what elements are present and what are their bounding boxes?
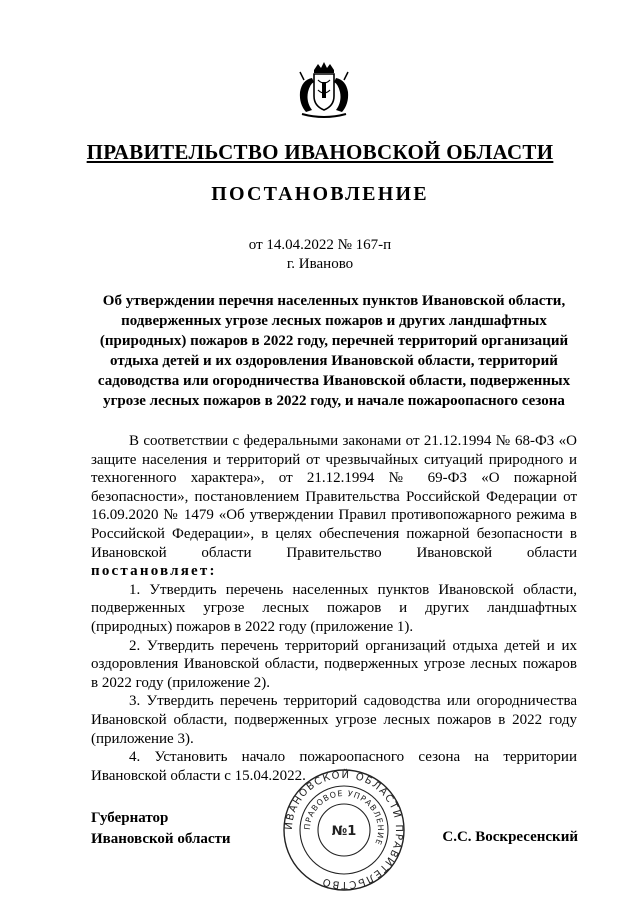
subject-line: садоводства или огородничества Ивановской области, подверженных <box>97 373 571 389</box>
subject-line: отдыха детей и их оздоровления Ивановской области, территорий <box>110 353 558 369</box>
document-subject <box>90 291 578 411</box>
decree-item: 1. Утвердить перечень населенных пунктов Ивановской области, подверженных угрозе лесных пожаров и других ландшафтных (природных) пожаров в 2022 году (приложение 1). <box>91 581 577 635</box>
stamp-ring-text: ИВАНОВСКОЙ ОБЛАСТИ ПРАВИТЕЛЬСТВО <box>283 769 405 891</box>
document-body <box>91 432 577 785</box>
signatory-title: Губернатор <box>91 810 169 826</box>
document-type: ПОСТАНОВЛЕНИЕ <box>211 183 429 205</box>
preamble-paragraph <box>91 432 577 581</box>
subject-line: угрозе лесных пожаров в 2022 году, и начале пожароопасного сезона <box>103 393 565 409</box>
city-line: г. Иваново <box>286 256 354 272</box>
government-name: ПРАВИТЕЛЬСТВО ИВАНОВСКОЙ ОБЛАСТИ <box>86 140 554 164</box>
date-number-line: от 14.04.2022 № 167-п <box>248 237 392 253</box>
signatory-role <box>91 808 231 850</box>
signatory-name: С.С. Воскресенский <box>442 829 578 845</box>
stamp-number: №1 <box>331 824 357 839</box>
coat-of-arms-icon <box>292 60 356 120</box>
stamp-inner-text: ПРАВОВОЕ УПРАВЛЕНИЕ <box>302 788 386 847</box>
preamble-text: В соответствии с федеральными законами от 21.12.1994 № 68-ФЗ «О защите населения и территорий от чрезвычайных ситуаций природного и техногенного характера», от 21.12.1994 № 69-ФЗ «О пожарной безопасности», постановлением Правительства Российской Федерации от 16.09.2020 № 1479 «Об утверждении Правил противопожарного режима в Российской Федерации», в целях обеспечения пожарной безопасности в Ивановской области Правительство Ивановской области <box>91 433 577 561</box>
signatory-region: Ивановской области <box>91 831 231 847</box>
subject-line: подверженных угрозе лесных пожаров и других ландшафтных <box>121 313 547 329</box>
decree-item: 2. Утвердить перечень территорий организаций отдыха детей и их оздоровления Ивановской области, подверженных угрозе лесных пожаров в 2022 году (приложение 2). <box>91 637 577 691</box>
decree-item: 3. Утвердить перечень территорий садоводства или огородничества Ивановской области, подверженных угрозе лесных пожаров в 2022 году (приложение 3). <box>91 693 577 747</box>
decree-item: 4. Установить начало пожароопасного сезона на территории Ивановской области с 15.04.2022. <box>91 749 577 784</box>
official-stamp <box>282 768 406 892</box>
decree-word: постановляет: <box>91 563 217 580</box>
subject-line: Об утверждении перечня населенных пунктов Ивановской области, <box>102 293 566 309</box>
subject-line: (природных) пожаров в 2022 году, перечней территорий организаций <box>99 333 569 349</box>
